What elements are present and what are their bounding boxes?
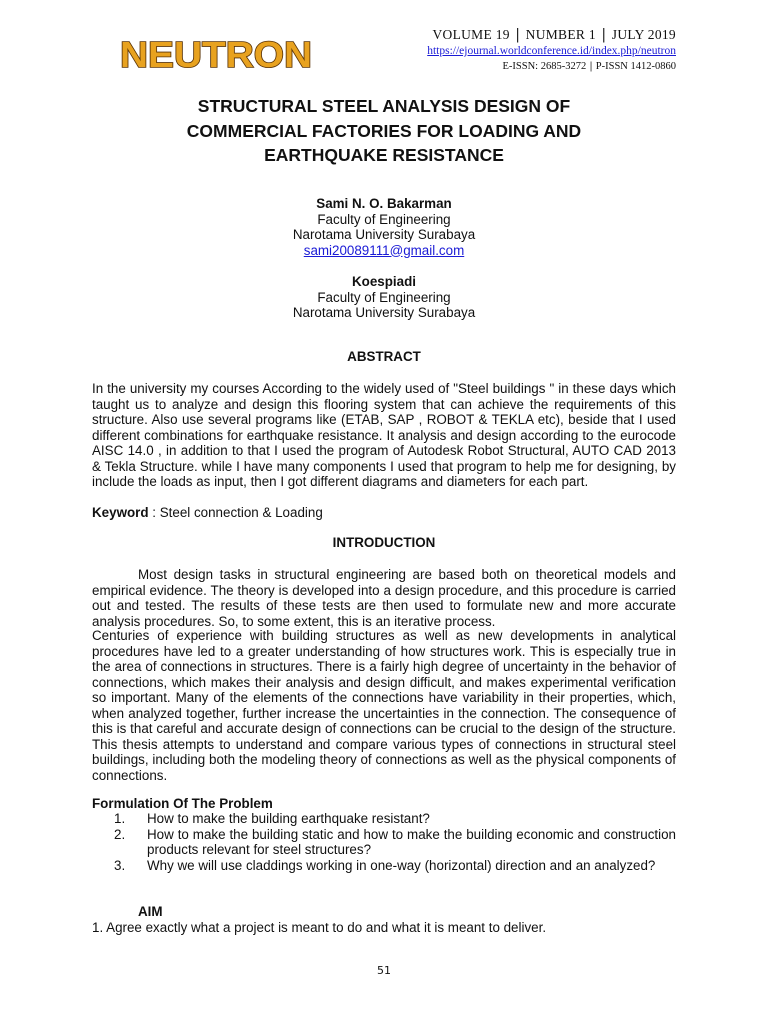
issn-line <box>427 59 676 75</box>
aim-item: 1. Agree exactly what a project is meant to do and what it is meant to deliver. <box>92 920 547 935</box>
date: JULY 2019 <box>611 27 676 42</box>
problem-list <box>92 811 676 873</box>
separator: | <box>589 61 593 72</box>
list-item: 3. Why we will use claddings working in one-way (horizontal) direction and an analyzed? <box>114 857 656 873</box>
author-name: Koespiadi <box>352 274 416 289</box>
volume-line <box>427 26 676 44</box>
author-university: Narotama University Surabaya <box>292 227 476 242</box>
author-faculty: Faculty of Engineering <box>317 211 451 227</box>
intro-paragraph: Most design tasks in structural engineering are based both on theoretical models and empirical evidence. The theory is developed into a design procedure, and this procedure is carried out and tested. The results of these tests are then used to formulate new and more accurate analysis procedures. So, to some extent, this is an iterative process. <box>92 567 676 629</box>
author-block <box>92 196 676 321</box>
intro-paragraph: Centuries of experience with building structures as well as new developments in analytical procedures have led to a greater understanding of how structures work. This is especially true in the area of connections in structures. There is a fairly high degree of uncertainty in the behavior of connections, which makes their analysis and design difficult, and makes experimental verification so important. Many of the elements of the connections have variability in their properties, which, when analyzed together, further increase the uncertainties in the connection. The consequence of this is that careful and accurate design of connections can be crucial to the design of the structure. This thesis attempts to understand and compare various types of connections in structural steel buildings, including both the modeling theory of connections as well as the physical components of connections. <box>92 628 676 783</box>
keyword-line <box>92 505 676 521</box>
keyword-label: Keyword <box>92 505 149 520</box>
keyword-text: : Steel connection & Loading <box>148 505 323 520</box>
title-line: COMMERCIAL FACTORIES FOR LOADING AND <box>186 120 582 141</box>
title-line: STRUCTURAL STEEL ANALYSIS DESIGN OF <box>197 96 571 116</box>
list-item: 2. How to make the building static and how to make the building economic and construction products relevant for steel structures? <box>114 826 676 857</box>
journal-meta <box>427 26 676 75</box>
problem-heading: Formulation Of The Problem <box>92 796 273 811</box>
list-item: 1. How to make the building earthquake resistant? <box>114 811 430 826</box>
aim-heading: AIM <box>138 904 163 919</box>
number: NUMBER 1 <box>525 27 596 42</box>
author-name: Sami N. O. Bakarman <box>316 196 452 211</box>
journal-logo <box>118 34 314 74</box>
eissn: E-ISSN: 2685-3272 <box>502 61 587 72</box>
pissn: P-ISSN 1412-0860 <box>595 61 676 72</box>
author-faculty: Faculty of Engineering <box>317 289 451 305</box>
paper-title <box>92 94 676 168</box>
title-line: EARTHQUAKE RESISTANCE <box>264 145 504 165</box>
volume: VOLUME 19 <box>432 27 510 42</box>
author-university: Narotama University Surabaya <box>292 305 476 320</box>
author-email-link[interactable]: sami20089111@gmail.com <box>303 242 465 258</box>
page-number: 51 <box>377 964 391 977</box>
abstract-text: In the university my courses According to the widely used of "Steel buildings " in these days which taught us to analyze and design this flooring system that can achieve the requirements of this structure. Also use several programs like (ETAB, SAP , ROBOT & TEKLA etc), beside that I used different combinations for earthquake resistance. It analysis and design according to the eurocode AISC 14.0 , in addition to that I used the program of Autodesk Robot Structural, AUTO CAD 2013 & Tekla Structure. while I have many components I used that program to help me for designing, by include the loads as input, then I got different diagrams and diameters for each part. <box>92 381 676 489</box>
journal-url-link[interactable]: https://ejournal.worldconference.id/index.php/neutron <box>427 45 676 57</box>
separator: | <box>515 26 520 43</box>
separator: | <box>601 26 606 43</box>
abstract-heading: ABSTRACT <box>347 349 421 364</box>
introduction-heading: INTRODUCTION <box>332 535 436 550</box>
logo-text: NEUTRON <box>120 34 312 74</box>
